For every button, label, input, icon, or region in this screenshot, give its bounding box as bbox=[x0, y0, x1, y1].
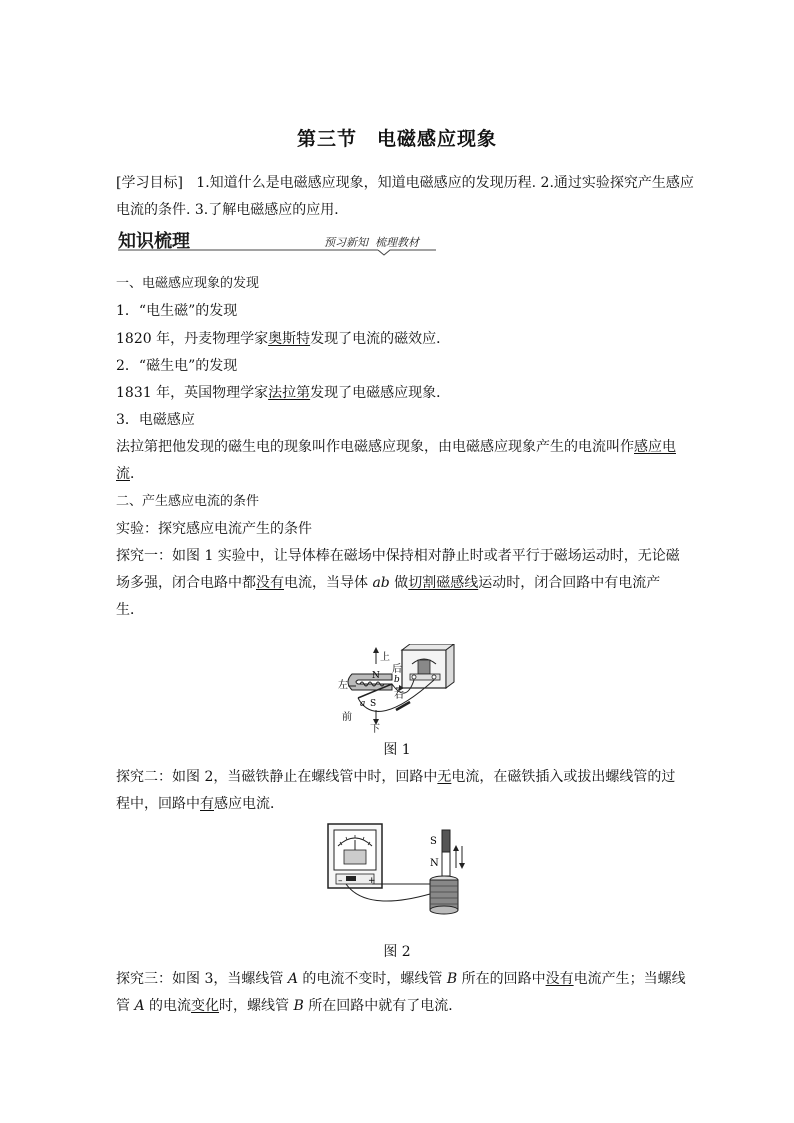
fig1-n-label: N bbox=[372, 671, 380, 681]
exploration-1-line-2: 场多强，闭合电路中都没有电流，当导体 ab 做切割磁感线运动时，闭合回路中有电流产 bbox=[116, 575, 661, 591]
section-2-heading: 二、产生感应电流的条件 bbox=[116, 494, 260, 509]
exploration-2-line-1: 探究二：如图 2，当磁铁静止在螺线管中时，回路中无电流，在磁铁插入或拔出螺线管的过 bbox=[116, 769, 676, 785]
answer-underline: 没有 bbox=[545, 971, 574, 987]
section-1-heading: 一、电磁感应现象的发现 bbox=[116, 276, 260, 291]
fig2-plus-label: + bbox=[368, 876, 376, 886]
figure-1-diagram bbox=[336, 644, 466, 734]
answer-underline: 法拉第 bbox=[268, 385, 311, 401]
exploration-2-line-2: 程中，回路中有感应电流． bbox=[116, 796, 284, 812]
banner-title: 知识梳理 bbox=[118, 231, 190, 252]
fig1-left-label: 左 bbox=[338, 680, 348, 691]
subheading-3: 3．电磁感应 bbox=[116, 412, 195, 428]
fig1-back-label: 后 bbox=[392, 664, 402, 675]
fig2-minus-label: – bbox=[338, 876, 343, 886]
fig1-down-label: 下 bbox=[370, 724, 380, 734]
fig1-b-label: b bbox=[394, 675, 400, 685]
page-title: 第三节 电磁感应现象 bbox=[296, 128, 497, 150]
answer-underline: 无 bbox=[437, 769, 452, 785]
answer-underline: 有 bbox=[200, 796, 214, 812]
subheading-1: 1．“电生磁”的发现 bbox=[116, 303, 238, 319]
fig1-a-label: a bbox=[360, 699, 366, 709]
paragraph-3-line-1: 法拉第把他发现的磁生电的现象叫作电磁感应现象，由电磁感应现象产生的电流叫作感应电 bbox=[116, 439, 676, 455]
exploration-3-line-1: 探究三：如图 3，当螺线管 A 的电流不变时，螺线管 B 所在的回路中没有电流产生；当螺线 bbox=[116, 971, 686, 987]
learning-goals-line-2: 电流的条件. 3.了解电磁感应的应用． bbox=[116, 202, 349, 218]
answer-underline: 奥斯特 bbox=[268, 331, 311, 347]
fig1-s-label: S bbox=[370, 699, 377, 709]
banner-subtitle: 预习新知 梳理教材 bbox=[324, 236, 419, 249]
paragraph-1: 1820 年，丹麦物理学家奥斯特发现了电流的磁效应． bbox=[116, 331, 451, 347]
fig1-front-label: 前 bbox=[342, 712, 352, 723]
exploration-1-line-3: 生． bbox=[116, 602, 144, 618]
fig1-up-label: 上 bbox=[380, 652, 390, 663]
experiment-title: 实验：探究感应电流产生的条件 bbox=[116, 521, 312, 537]
answer-underline: 流 bbox=[116, 466, 130, 482]
figure-2-caption: 图 2 bbox=[383, 944, 411, 960]
exploration-1-line-1: 探究一：如图 1 实验中，让导体棒在磁场中保持相对静止时或者平行于磁场运动时，无论磁 bbox=[116, 548, 680, 564]
section-banner bbox=[116, 226, 442, 258]
learning-goals-line-1: [学习目标] 1.知道什么是电磁感应现象，知道电磁感应的发现历程. 2.通过实验探究产生感应 bbox=[116, 175, 694, 191]
subheading-2: 2．“磁生电”的发现 bbox=[116, 358, 238, 374]
exploration-3-line-2: 管 A 的电流变化时，螺线管 B 所在回路中就有了电流． bbox=[116, 998, 463, 1014]
paragraph-3-line-2: 流． bbox=[116, 466, 144, 482]
figure-1-caption: 图 1 bbox=[383, 742, 411, 758]
answer-underline: 变化 bbox=[191, 998, 220, 1014]
fig2-s-label: S bbox=[430, 836, 437, 847]
figure-2-diagram bbox=[326, 822, 476, 922]
learning-goals-label: [学习目标] bbox=[116, 175, 183, 191]
fig2-n-label: N bbox=[430, 858, 439, 869]
answer-underline: 感应电 bbox=[634, 439, 676, 455]
answer-underline: 没有 bbox=[256, 575, 284, 591]
answer-underline: 切割磁感线 bbox=[408, 575, 479, 591]
paragraph-2: 1831 年，英国物理学家法拉第发现了电磁感应现象． bbox=[116, 385, 451, 401]
fig1-right-label: 右 bbox=[394, 690, 404, 701]
